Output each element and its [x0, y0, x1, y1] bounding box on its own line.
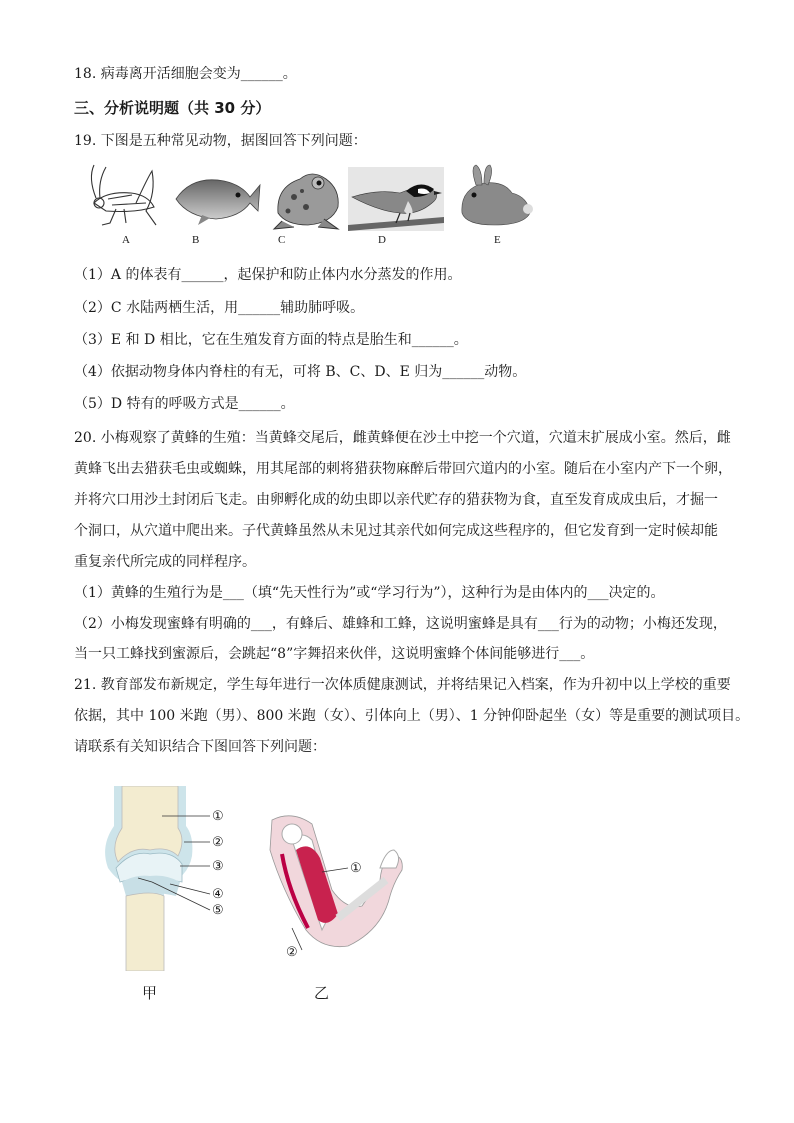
q20-sub-1: （1）黄蜂的生殖行为是___（填“先天性行为”或“学习行为”），这种行为是由体内的___决定的。 — [74, 585, 665, 601]
arm-diagram — [262, 810, 412, 970]
arm-num-2: ② — [286, 944, 298, 959]
q20-sub-3: 当一只工蜂找到蜜源后，会跳起“8”字舞招来伙伴，这说明蜜蜂个体间能够进行___。 — [74, 646, 595, 662]
q21-line-2: 依据，其中 100 米跑（男）、800 米跑（女）、引体向上（男）、1 分钟仰卧起坐（女）等是重要的测试项目。 — [74, 708, 750, 724]
q20-line-3: 并将穴口用沙土封闭后飞走。由卵孵化成的幼虫即以亲代贮存的猎获物为食，直至发育成成虫后，才掘一 — [74, 492, 718, 508]
joint-diagram — [92, 786, 242, 971]
q21-line-3: 请联系有关知识结合下图回答下列问题： — [74, 739, 326, 755]
joint-num-4: ④ — [212, 886, 224, 901]
rabbit-icon — [454, 163, 539, 231]
q19-sub-3: （3）E 和 D 相比，它在生殖发育方面的特点是胎生和______。 — [74, 332, 468, 348]
frog-icon — [272, 167, 344, 231]
arm-num-1: ① — [350, 860, 362, 875]
q19-sub-2: （2）C 水陆两栖生活，用______辅助肺呼吸。 — [74, 300, 365, 316]
section-heading: 三、分析说明题（共 30 分） — [74, 99, 271, 117]
q19-sub-4: （4）依据动物身体内脊柱的有无，可将 B、C、D、E 归为______动物。 — [74, 364, 527, 380]
joint-num-2: ② — [212, 834, 224, 849]
joint-num-1: ① — [212, 808, 224, 823]
q19-sub-1: （1）A 的体表有______，起保护和防止体内水分蒸发的作用。 — [74, 267, 462, 283]
joint-num-3: ③ — [212, 858, 224, 873]
bird-icon — [348, 167, 444, 231]
q21-line-1: 21. 教育部发布新规定，学生每年进行一次体质健康测试，并将结果记入档案，作为升初中以上学校的重要 — [74, 677, 731, 693]
fig-label-yi: 乙 — [314, 984, 330, 1002]
q20-line-4: 个洞口，从穴道中爬出来。子代黄蜂虽然从未见过其亲代如何完成这些程序的，但它发育到一定时候却能 — [74, 523, 718, 539]
animals-figure — [86, 163, 556, 248]
joint-num-5: ⑤ — [212, 902, 224, 917]
label-b: B — [192, 234, 200, 246]
question-18: 18. 病毒离开活细胞会变为______。 — [74, 66, 297, 82]
q20-line-5: 重复亲代所完成的同样程序。 — [74, 554, 256, 570]
label-e: E — [494, 234, 501, 246]
label-d: D — [378, 234, 386, 246]
fig-label-jia: 甲 — [142, 984, 158, 1002]
label-c: C — [278, 234, 286, 246]
question-19-stem: 19. 下图是五种常见动物，据图回答下列问题： — [74, 133, 367, 149]
q20-sub-2: （2）小梅发现蜜蜂有明确的___，有蜂后、雄蜂和工蜂，这说明蜜蜂是具有___行为的动物；小梅还发现， — [74, 616, 727, 632]
grasshopper-icon — [86, 163, 161, 231]
q20-line-2: 黄蜂飞出去猎获毛虫或蜘蛛，用其尾部的刺将猎获物麻醉后带回穴道内的小室。随后在小室内产下一个卵， — [74, 461, 732, 477]
fish-icon — [172, 171, 262, 226]
q19-sub-5: （5）D 特有的呼吸方式是______。 — [74, 396, 295, 412]
q20-line-1: 20. 小梅观察了黄蜂的生殖：当黄蜂交尾后，雌黄蜂便在沙土中挖一个穴道，穴道末扩展成小室。然后，雌 — [74, 430, 731, 446]
label-a: A — [122, 234, 130, 246]
